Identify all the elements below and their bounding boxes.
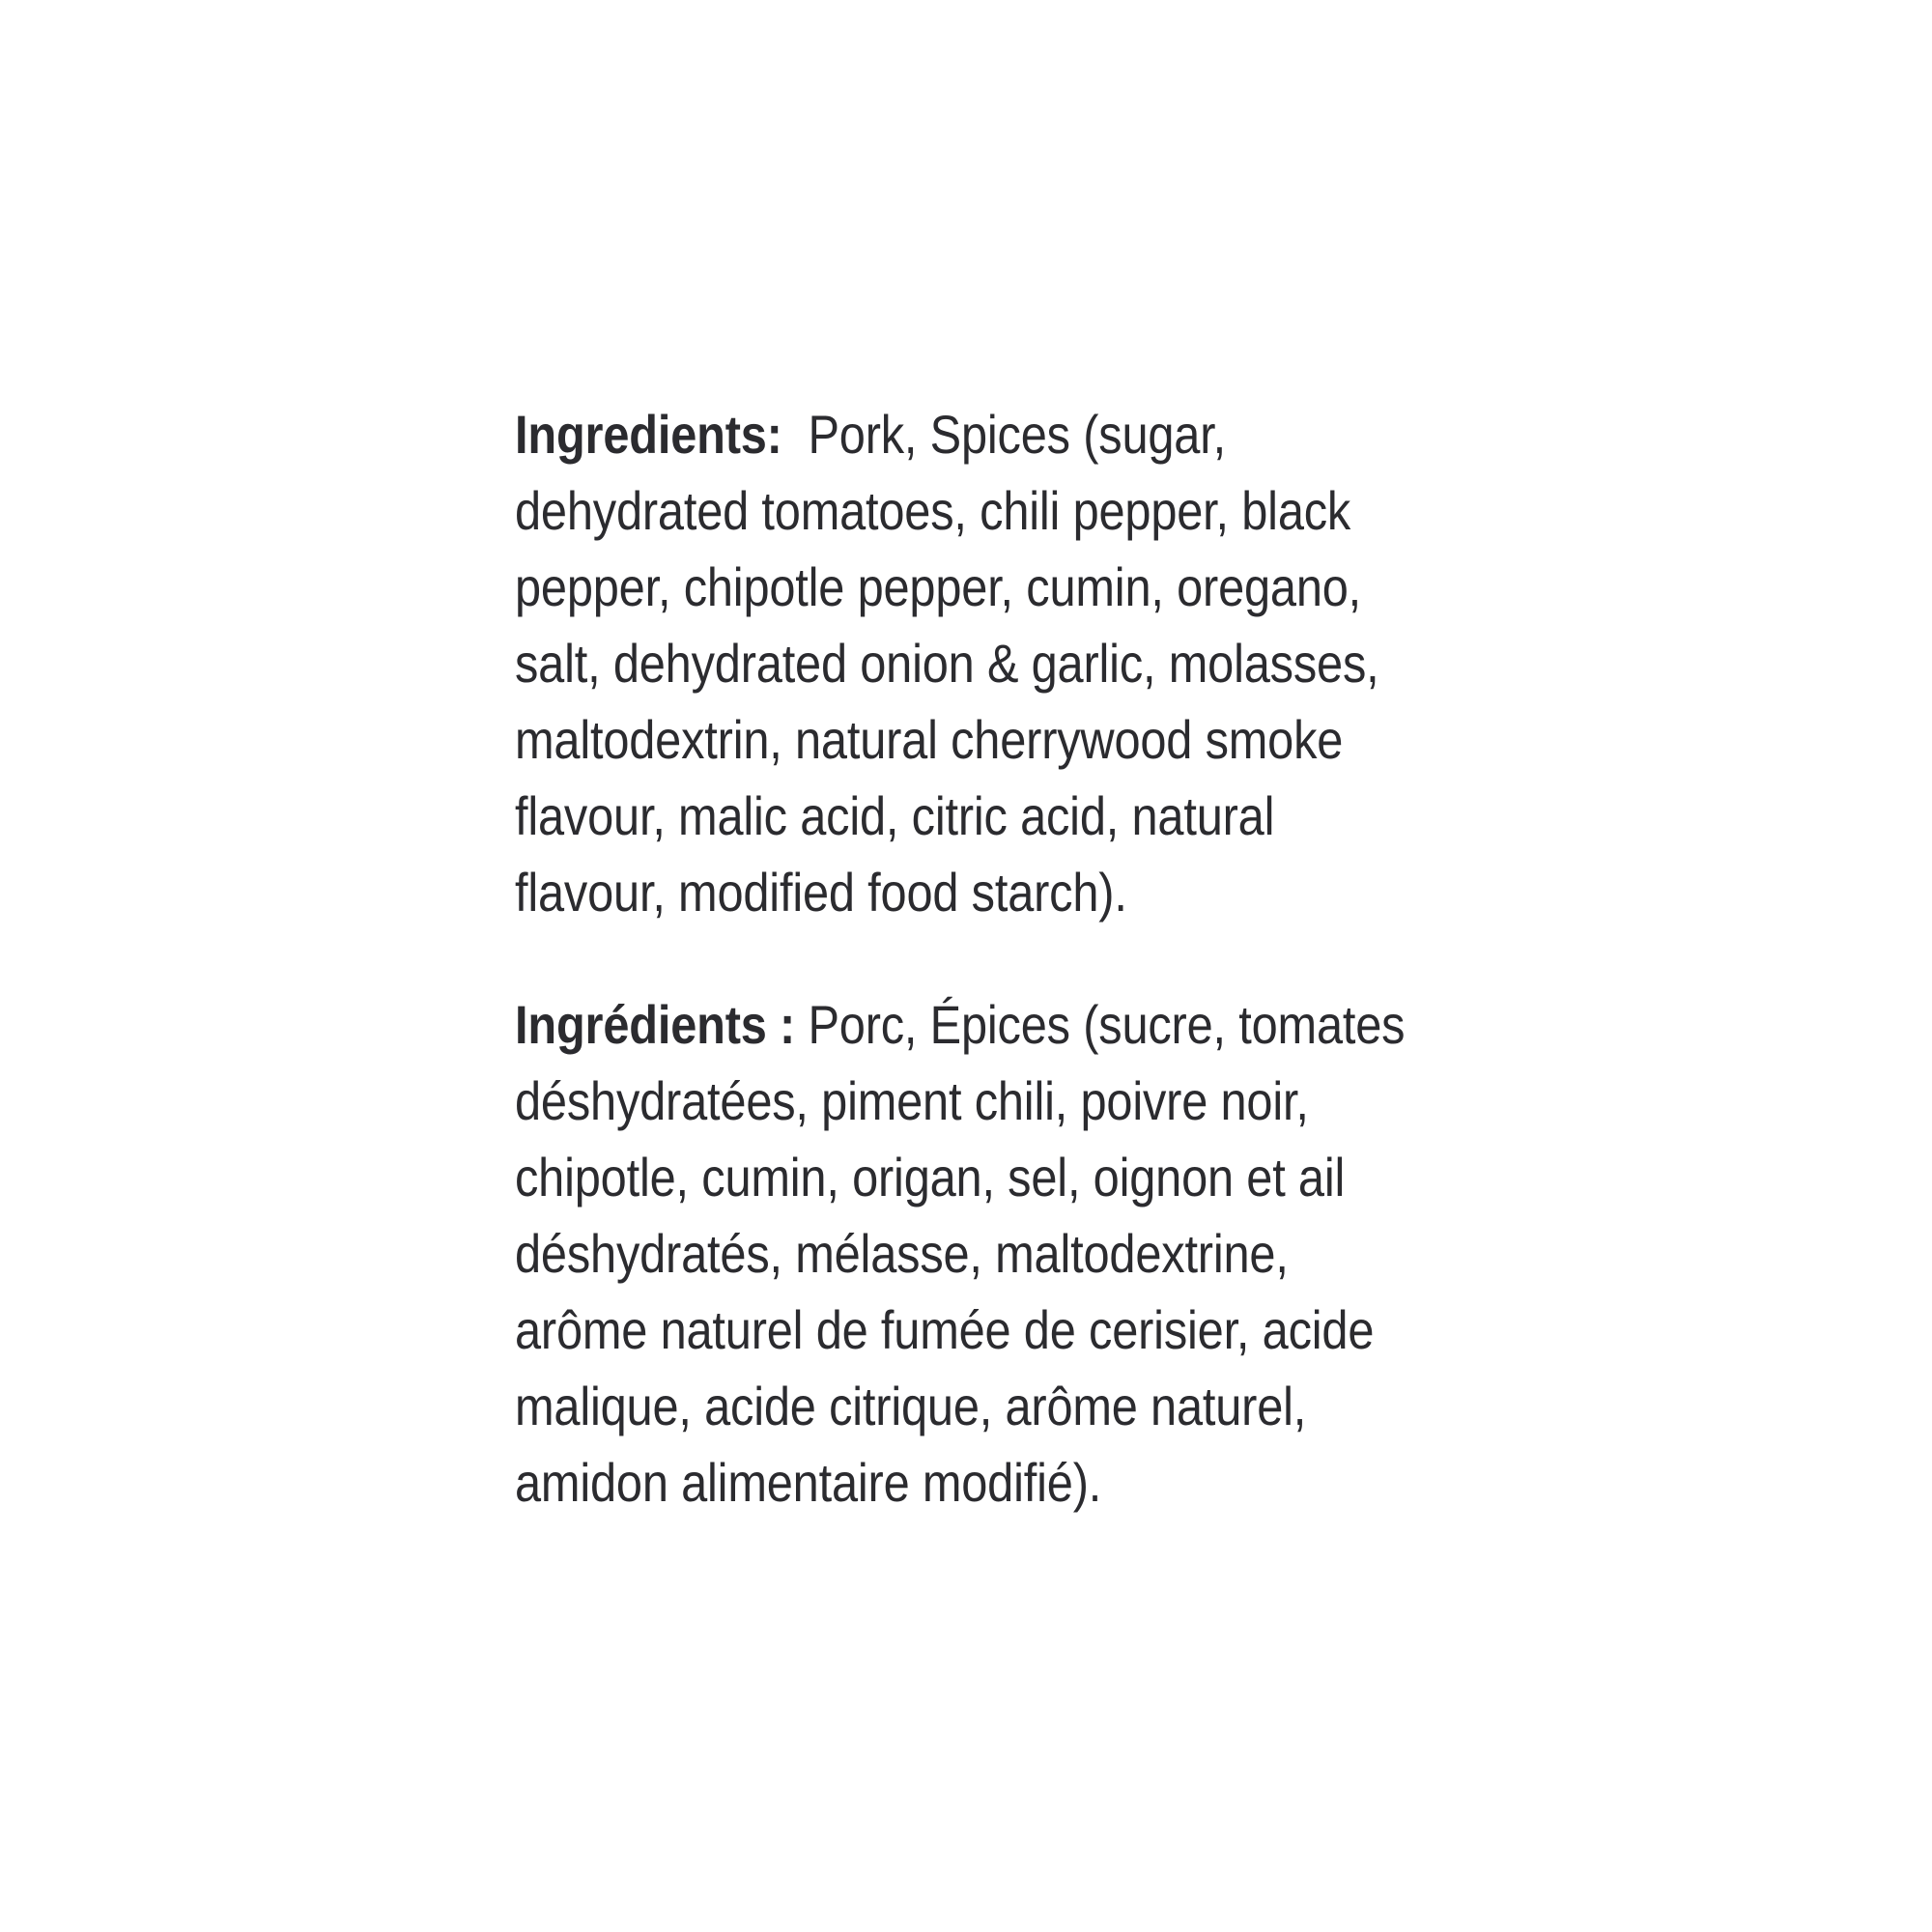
ingredients-english-line-2: dehydrated tomatoes, chili pepper, black — [515, 480, 1351, 541]
ingredients-english — [515, 396, 1481, 930]
ingredients-french-text-1: Porc, Épices (sucre, tomates — [795, 994, 1406, 1055]
ingredients-french-line-3: chipotle, cumin, origan, sel, oignon et ail — [515, 1147, 1346, 1208]
ingredients-english-line-5: maltodextrin, natural cherrywood smoke — [515, 709, 1344, 770]
ingredients-panel — [515, 396, 1481, 1520]
ingredients-english-label: Ingredients: — [515, 404, 782, 465]
ingredients-english-line-6: flavour, malic acid, citric acid, natural — [515, 785, 1275, 846]
ingredients-french-line-6: malique, acide citrique, arôme naturel, — [515, 1376, 1307, 1436]
ingredients-english-line-3: pepper, chipotle pepper, cumin, oregano, — [515, 556, 1362, 617]
ingredients-french-label: Ingrédients : — [515, 994, 796, 1055]
ingredients-english-line-1 — [515, 396, 1355, 472]
ingredients-french-line-7: amidon alimentaire modifié). — [515, 1452, 1102, 1513]
ingredients-english-line-7: flavour, modified food starch). — [515, 862, 1127, 923]
ingredients-french-line-1 — [515, 986, 1406, 1063]
ingredients-french — [515, 986, 1481, 1520]
ingredients-french-line-4: déshydratés, mélasse, maltodextrine, — [515, 1223, 1289, 1284]
ingredients-french-line-2: déshydratées, piment chili, poivre noir, — [515, 1070, 1309, 1131]
ingredients-english-line-4: salt, dehydrated onion & garlic, molasses, — [515, 633, 1379, 694]
ingredients-french-line-5: arôme naturel de fumée de cerisier, acide — [515, 1299, 1375, 1360]
ingredients-english-text-1: Pork, Spices (sugar, — [781, 404, 1226, 465]
